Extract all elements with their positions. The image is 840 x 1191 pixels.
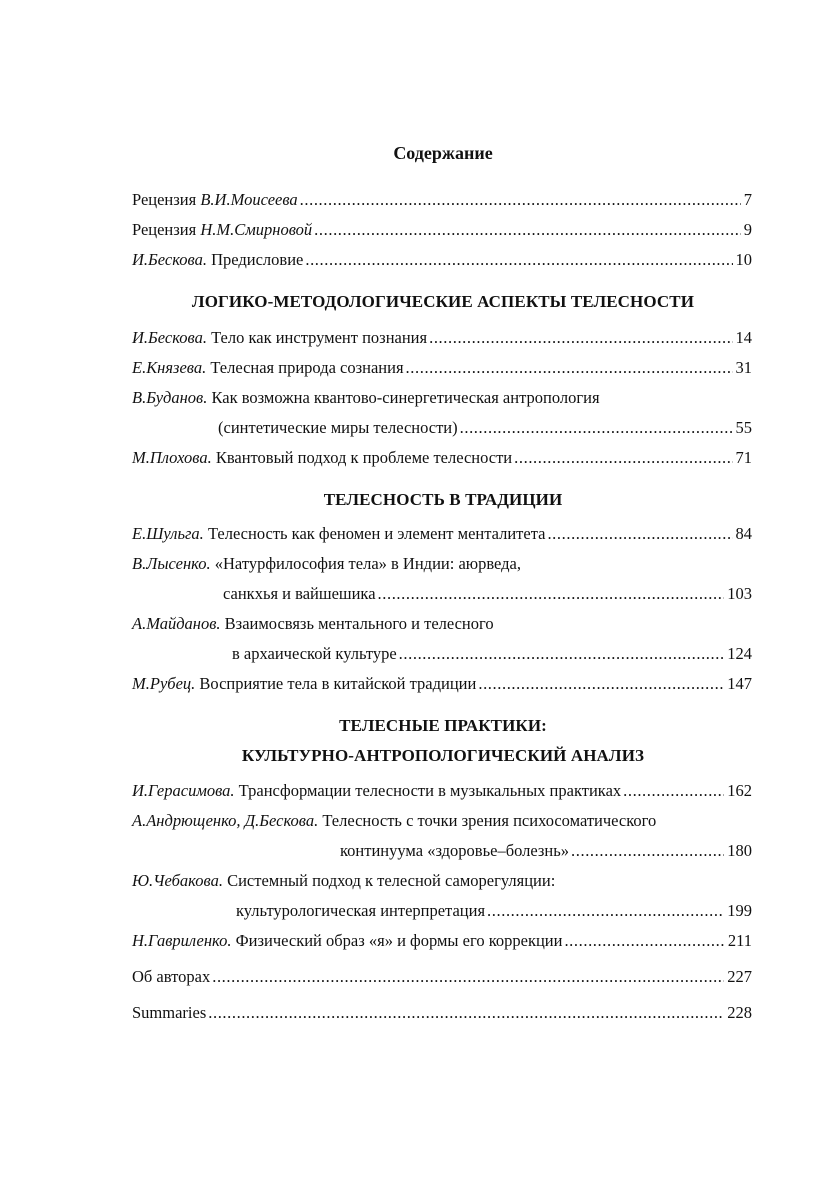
dot-leader: [378, 584, 725, 604]
toc-entry-review-smirnova[interactable]: [132, 220, 752, 242]
toc-entry-first-line[interactable]: [132, 554, 521, 574]
dot-leader: [300, 190, 741, 210]
entry-title-cont: культурологическая интерпретация: [236, 901, 486, 920]
entry-author: Н.М.Смирновой: [200, 220, 313, 239]
entry-page: 180: [727, 841, 752, 860]
entry-author: Ю.Чебакова.: [132, 871, 223, 890]
entry-author: А.Майданов.: [132, 614, 221, 633]
entry-page: 228: [727, 1003, 752, 1022]
dot-leader: [571, 841, 724, 861]
entry-title: Восприятие тела в китайской традиции: [195, 674, 477, 693]
entry-page: 31: [735, 358, 752, 377]
dot-leader: [623, 781, 724, 801]
entry-page: 199: [727, 901, 752, 920]
entry-page: 84: [735, 524, 752, 543]
toc-entry[interactable]: [132, 524, 752, 546]
toc-entry-continuation[interactable]: [218, 418, 752, 440]
entry-page: 9: [743, 220, 752, 239]
entry-page: 103: [727, 584, 752, 603]
entry-page: 147: [727, 674, 752, 693]
dot-leader: [478, 674, 724, 694]
entry-author: А.Андрющенко, Д.Бескова.: [132, 811, 319, 830]
entry-author: И.Бескова.: [132, 328, 207, 347]
entry-title-cont: (синтетические миры телесности): [218, 418, 458, 437]
entry-author: И.Герасимова.: [132, 781, 235, 800]
entry-title: Summaries: [132, 1003, 207, 1022]
toc-entry-review-moiseev[interactable]: [132, 190, 752, 212]
entry-page: 211: [727, 931, 752, 950]
dot-leader: [406, 358, 733, 378]
toc-entry-continuation[interactable]: [236, 901, 752, 923]
entry-page: 124: [727, 644, 752, 663]
toc-entry[interactable]: [132, 328, 752, 350]
entry-title: Телесность как феномен и элемент менталитета: [203, 524, 546, 543]
entry-page: 14: [735, 328, 752, 347]
entry-title: Телесная природа сознания: [206, 358, 404, 377]
toc-entry[interactable]: [132, 931, 752, 953]
toc-entry[interactable]: [132, 358, 752, 380]
section-heading-line1: ТЕЛЕСНЫЕ ПРАКТИКИ:: [339, 716, 547, 735]
toc-entry[interactable]: [132, 781, 752, 803]
toc-entry-first-line[interactable]: [132, 871, 555, 891]
entry-title-cont: в архаической культуре: [232, 644, 397, 663]
entry-title: Трансформации телесности в музыкальных практиках: [234, 781, 622, 800]
page-title: Содержание: [393, 143, 493, 163]
dot-leader: [547, 524, 732, 544]
dot-leader: [314, 220, 741, 240]
toc-entry-preface[interactable]: [132, 250, 752, 272]
dot-leader: [429, 328, 732, 348]
entry-page: 7: [743, 190, 752, 209]
entry-page: 55: [735, 418, 752, 437]
entry-title: Телесность с точки зрения психосоматического: [318, 811, 657, 830]
toc-entry-continuation[interactable]: [223, 584, 752, 606]
entry-title: Как возможна квантово-синергетическая антропология: [207, 388, 600, 407]
entry-title: Физический образ «я» и формы его коррекции: [231, 931, 563, 950]
entry-title-cont: санкхья и вайшешика: [223, 584, 376, 603]
dot-leader: [487, 901, 724, 921]
toc-entry-continuation[interactable]: [340, 841, 752, 863]
section-heading-line2: КУЛЬТУРНО-АНТРОПОЛОГИЧЕСКИЙ АНАЛИЗ: [241, 746, 645, 765]
entry-title: Тело как инструмент познания: [206, 328, 428, 347]
entry-title: Квантовый подход к проблеме телесности: [211, 448, 513, 467]
dot-leader: [564, 931, 724, 951]
entry-author: В.Лысенко.: [132, 554, 211, 573]
toc-entry-authors[interactable]: [132, 967, 752, 989]
toc-entry-first-line[interactable]: [132, 614, 494, 634]
entry-page: 71: [735, 448, 752, 467]
entry-author: М.Рубец.: [132, 674, 196, 693]
toc-entry-continuation[interactable]: [232, 644, 752, 666]
dot-leader: [212, 967, 724, 987]
entry-author: Н.Гавриленко.: [132, 931, 232, 950]
entry-title: Взаимосвязь ментального и телесного: [220, 614, 494, 633]
entry-title: Об авторах: [132, 967, 211, 986]
dot-leader: [399, 644, 725, 664]
dot-leader: [460, 418, 733, 438]
entry-author: И.Бескова.: [132, 250, 207, 269]
entry-author: Е.Шульга.: [132, 524, 204, 543]
dot-leader: [208, 1003, 724, 1023]
entry-title: Предисловие: [206, 250, 304, 269]
entry-title-cont: континуума «здоровье–болезнь»: [340, 841, 570, 860]
entry-prefix: Рецензия: [132, 220, 201, 239]
entry-page: 10: [735, 250, 752, 269]
entry-page: 162: [727, 781, 752, 800]
section-heading: ЛОГИКО-МЕТОДОЛОГИЧЕСКИЕ АСПЕКТЫ ТЕЛЕСНОСТИ: [191, 292, 695, 311]
toc-entry[interactable]: [132, 674, 752, 696]
entry-author: М.Плохова.: [132, 448, 212, 467]
entry-title: «Натурфилософия тела» в Индии: аюрведа,: [210, 554, 521, 573]
entry-author: В.Буданов.: [132, 388, 208, 407]
section-heading: ТЕЛЕСНОСТЬ В ТРАДИЦИИ: [323, 490, 563, 509]
toc-entry-summaries[interactable]: [132, 1003, 752, 1025]
entry-prefix: Рецензия: [132, 190, 201, 209]
entry-author: В.И.Моисеева: [200, 190, 298, 209]
entry-title: Системный подход к телесной саморегуляции:: [222, 871, 556, 890]
dot-leader: [514, 448, 732, 468]
entry-author: Е.Князева.: [132, 358, 207, 377]
toc-entry-first-line[interactable]: [132, 811, 656, 831]
toc-entry-first-line[interactable]: [132, 388, 600, 408]
entry-page: 227: [727, 967, 752, 986]
dot-leader: [305, 250, 732, 270]
toc-entry[interactable]: [132, 448, 752, 470]
